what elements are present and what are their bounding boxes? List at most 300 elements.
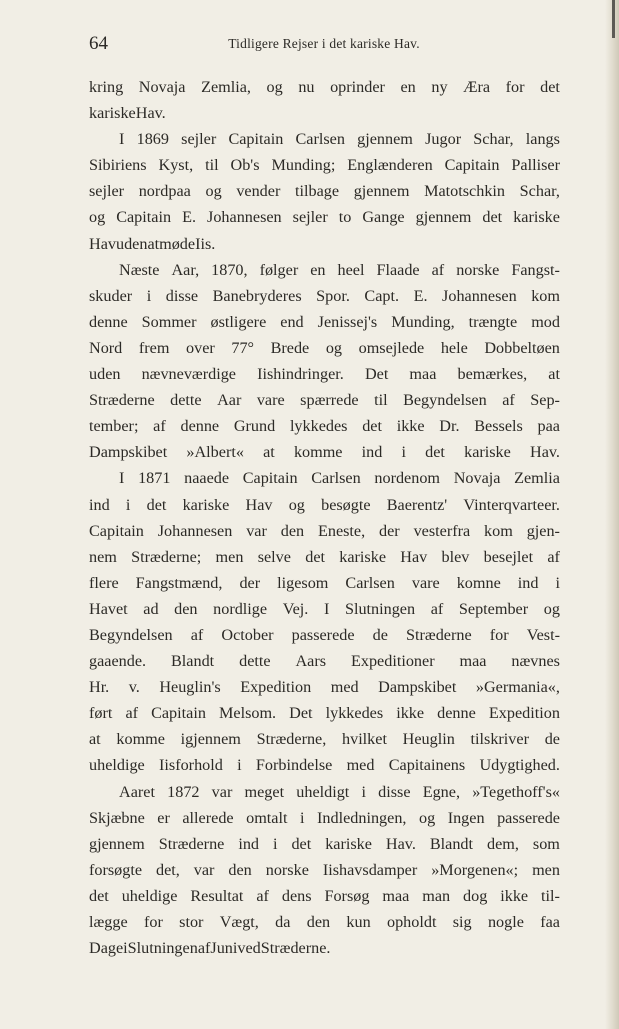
word: Hr.: [89, 678, 110, 697]
word: Jenissej's: [317, 312, 378, 331]
word: denne: [89, 312, 128, 331]
word: omsejlede: [358, 338, 425, 357]
text-line: [89, 231, 560, 257]
word: ved: [237, 939, 261, 958]
text-line: [89, 283, 560, 309]
word: følger: [259, 260, 299, 279]
word: vender: [236, 182, 281, 201]
word: ny: [431, 78, 448, 96]
text-line: [89, 413, 560, 439]
word: kring: [89, 78, 124, 96]
word: af: [431, 260, 445, 279]
word: Kyst,: [158, 156, 194, 175]
word: gjennem: [357, 130, 413, 149]
word: tember;: [89, 417, 139, 436]
word: Zemlia,: [201, 78, 251, 96]
word: sejler: [292, 208, 328, 227]
word: Næste: [119, 260, 160, 279]
word: Det: [364, 365, 389, 384]
word: til: [205, 156, 219, 175]
word: 77°: [231, 338, 255, 357]
word: Eneste,: [317, 521, 366, 540]
text-line: [89, 361, 560, 387]
word: ind: [89, 495, 110, 514]
word: men: [215, 547, 244, 566]
word: det: [482, 208, 503, 227]
word: Jugor: [425, 130, 462, 149]
text-line: [89, 596, 560, 622]
word: Capitain: [89, 521, 144, 540]
word: og: [89, 208, 106, 227]
word: uheldige: [121, 886, 178, 905]
word: og: [205, 182, 222, 201]
word: Iishindringer.: [257, 365, 344, 384]
word: med: [346, 756, 375, 775]
word: og: [419, 808, 436, 827]
word: October: [221, 625, 274, 644]
word: nævnes: [511, 652, 560, 671]
word: Juni: [210, 939, 238, 958]
word: Bessels: [474, 417, 523, 436]
word: østligere: [210, 312, 267, 331]
word: var: [193, 860, 215, 879]
text-line: [89, 779, 560, 805]
word: det: [540, 78, 560, 96]
word: heel: [337, 260, 365, 279]
word: Ingen: [447, 808, 485, 827]
word: igjennem: [180, 730, 241, 749]
word: Iis.: [195, 234, 216, 253]
word: for: [143, 913, 163, 931]
word: Hav: [400, 547, 428, 566]
word: Carlsen: [345, 573, 395, 592]
word: Dr.: [439, 417, 460, 436]
text-line: [89, 831, 560, 857]
word: Capitain: [116, 208, 172, 227]
word: uheldigt: [296, 782, 350, 801]
word: nævneværdige: [141, 365, 236, 384]
word: frem: [138, 338, 170, 357]
word: denne: [180, 417, 220, 436]
text-line: [89, 805, 560, 831]
text-line: [89, 257, 560, 283]
word: Ob's: [230, 156, 260, 175]
word: Capitain: [444, 156, 500, 175]
word: I: [323, 599, 330, 618]
word: komme: [116, 730, 165, 749]
word: Iishavsdamper: [322, 860, 418, 879]
word: Blandt: [171, 652, 215, 671]
word: møde: [159, 234, 196, 253]
word: Schar,: [519, 182, 560, 201]
word: Heuglin's: [159, 678, 221, 697]
text-line: [89, 309, 560, 335]
text-line: [89, 439, 560, 465]
word: kun: [346, 913, 371, 931]
word: forsøgte: [89, 860, 143, 879]
word: lykkedes: [325, 704, 384, 723]
word: 1872: [167, 782, 200, 801]
word: I: [119, 130, 125, 149]
word: som: [532, 834, 560, 853]
word: »Albert«: [186, 443, 244, 462]
word: »Germania«,: [475, 678, 560, 697]
word: i: [300, 808, 305, 827]
word: norske: [265, 860, 309, 879]
word: var: [246, 521, 267, 540]
word: kariske: [182, 495, 230, 514]
word: dens: [281, 886, 312, 905]
text-line: [89, 622, 560, 648]
word: Slutningen: [344, 599, 416, 618]
text-line: [89, 74, 560, 100]
word: Begyndelsen: [403, 391, 487, 410]
word: disse: [378, 782, 411, 801]
word: og: [266, 78, 283, 96]
word: nordenom: [374, 469, 441, 488]
word: sejler: [181, 130, 217, 149]
word: I: [119, 469, 125, 488]
word: 1869: [136, 130, 169, 149]
word: mod: [531, 312, 560, 331]
word: at: [548, 365, 560, 384]
word: opholdt: [386, 913, 437, 931]
word: tilskriver: [470, 730, 529, 749]
word: der: [239, 573, 261, 592]
body-text: [89, 74, 560, 961]
word: Vest-: [526, 625, 560, 644]
text-line: [89, 883, 560, 909]
text-line: [89, 570, 560, 596]
word: Vinterqvarteer.: [463, 495, 560, 514]
word: det: [89, 886, 109, 905]
text-line: [89, 935, 560, 961]
word: til-: [541, 886, 560, 905]
word: det: [305, 547, 325, 566]
word: Melsom.: [219, 704, 277, 723]
word: ikke: [500, 886, 529, 905]
word: Forsøg: [324, 886, 370, 905]
word: allerede: [182, 808, 234, 827]
word: lægge: [89, 913, 128, 931]
word: kariske: [464, 443, 511, 462]
word: Stræderne.: [260, 939, 331, 958]
page-number: 64: [89, 33, 108, 54]
text-line: [89, 126, 560, 152]
word: meget: [244, 782, 285, 801]
word: vare: [256, 391, 285, 410]
word: Zemlia: [514, 469, 560, 488]
word: kom: [531, 286, 560, 305]
text-line: [89, 335, 560, 361]
text-line: [89, 544, 560, 570]
word: nu: [298, 78, 315, 96]
word: Expedition: [240, 678, 312, 697]
word: naaede: [184, 469, 230, 488]
word: det: [425, 443, 445, 462]
word: »Tegethoff's«: [472, 782, 560, 801]
word: der: [379, 521, 400, 540]
word: uden: [89, 365, 121, 384]
word: da: [275, 913, 291, 931]
word: Sommer: [141, 312, 197, 331]
word: i: [125, 495, 131, 514]
word: »Morgenen«;: [431, 860, 519, 879]
word: ligesom: [277, 573, 329, 592]
word: i: [237, 756, 242, 775]
word: Palliser: [511, 156, 560, 175]
word: Sep-: [530, 391, 560, 410]
word: v.: [128, 678, 140, 697]
word: dem,: [487, 834, 519, 853]
word: Brede: [270, 338, 310, 357]
word: 1870,: [211, 260, 248, 279]
word: Hav: [89, 234, 116, 253]
word: maa: [382, 886, 410, 905]
word: September: [458, 599, 529, 618]
text-line: [89, 178, 560, 204]
word: Egne,: [422, 782, 461, 801]
word: selve: [257, 547, 291, 566]
word: paa: [537, 417, 560, 436]
word: kariske: [513, 208, 560, 227]
word: passerede: [291, 625, 355, 644]
text-line: [89, 492, 560, 518]
word: Novaja: [453, 469, 501, 488]
word: i: [555, 573, 560, 592]
page-edge: [605, 0, 619, 1029]
word: E.: [182, 208, 197, 227]
word: men: [532, 860, 560, 879]
word: Hav.: [385, 834, 416, 853]
text-line: [89, 752, 560, 778]
word: Stræderne: [89, 391, 155, 410]
word: denne: [437, 704, 476, 723]
word: maa: [409, 365, 437, 384]
word: ikke: [396, 704, 425, 723]
word: Aars: [295, 652, 327, 671]
word: Dage: [89, 939, 124, 958]
word: blev: [441, 547, 470, 566]
word: ind: [517, 573, 539, 592]
word: sejler: [89, 182, 125, 201]
word: i: [401, 443, 406, 462]
word: Carlsen: [311, 469, 361, 488]
text-line: [89, 204, 560, 230]
word: lykkedes: [289, 417, 348, 436]
word: Udygtighed.: [479, 756, 560, 775]
word: Dobbeltøen: [484, 338, 560, 357]
word: Novaja: [138, 78, 186, 96]
word: den: [306, 913, 331, 931]
word: af: [197, 939, 211, 958]
word: Schar,: [473, 130, 514, 149]
word: Munding,: [391, 312, 455, 331]
word: Stræderne,: [256, 730, 327, 749]
word: disse: [165, 286, 199, 305]
word: Stræderne;: [131, 547, 202, 566]
text-line: [89, 152, 560, 178]
word: Grund: [233, 417, 276, 436]
word: og: [543, 599, 560, 618]
word: Aar,: [171, 260, 200, 279]
word: hele: [440, 338, 468, 357]
word: Englænderen: [347, 156, 433, 175]
word: Expedition: [488, 704, 560, 723]
word: den: [280, 521, 305, 540]
word: Hav.: [530, 443, 560, 462]
text-line: [89, 909, 560, 935]
word: Munding;: [271, 156, 336, 175]
word: det: [291, 834, 312, 853]
word: maa: [459, 652, 487, 671]
word: af: [256, 886, 269, 905]
word: Vægt,: [219, 913, 259, 931]
word: Fangstmænd,: [135, 573, 223, 592]
word: ført: [89, 704, 113, 723]
word: de: [544, 730, 560, 749]
text-line: [89, 465, 560, 491]
word: norske: [456, 260, 500, 279]
text-line: [89, 674, 560, 700]
word: uheldige: [89, 756, 145, 775]
text-line: [89, 518, 560, 544]
word: af: [190, 625, 204, 644]
word: Johannesen: [442, 286, 517, 305]
word: Resultat: [190, 886, 244, 905]
word: nogle: [487, 913, 524, 931]
word: dog: [463, 886, 488, 905]
word: Hav.: [135, 104, 166, 123]
word: vare: [411, 573, 440, 592]
word: Carlsen: [295, 130, 345, 149]
word: over: [186, 338, 215, 357]
word: det: [146, 495, 167, 514]
word: gjen-: [526, 521, 560, 540]
word: kariske: [325, 834, 372, 853]
word: de: [372, 625, 388, 644]
word: man: [422, 886, 451, 905]
word: Dampskibet: [378, 678, 457, 697]
word: langs: [525, 130, 560, 149]
word: ind: [238, 834, 260, 853]
running-head: Tidligere Rejser i det kariske Hav.: [228, 36, 420, 51]
word: Skjæbne: [89, 808, 145, 827]
word: dette: [239, 652, 271, 671]
word: Flaade: [376, 260, 420, 279]
word: Nord: [89, 338, 123, 357]
word: nordpaa: [138, 182, 191, 201]
word: Forbindelse: [255, 756, 333, 775]
word: gjennem: [89, 834, 145, 853]
word: Begyndelsen: [89, 625, 173, 644]
word: var: [211, 782, 233, 801]
word: Vej.: [282, 599, 309, 618]
text-line: [89, 100, 560, 126]
word: en: [310, 260, 326, 279]
word: oprinder: [330, 78, 385, 96]
word: komne: [456, 573, 501, 592]
word: Havet: [89, 599, 128, 618]
word: Johannesen: [157, 521, 233, 540]
text-line: [89, 857, 560, 883]
word: til: [374, 391, 388, 410]
word: Capitain: [242, 469, 298, 488]
word: komme: [293, 443, 343, 462]
word: gjennem: [415, 208, 472, 227]
word: gaaende.: [89, 652, 147, 671]
word: E.: [413, 286, 428, 305]
word: omtalt: [246, 808, 288, 827]
word: nem: [89, 547, 117, 566]
word: af: [153, 417, 166, 436]
word: Baerentz': [386, 495, 448, 514]
word: gjennem: [353, 182, 410, 201]
word: Capitainens: [388, 756, 466, 775]
word: i: [123, 939, 128, 958]
word: flere: [89, 573, 119, 592]
word: det,: [156, 860, 180, 879]
word: faa: [540, 913, 560, 931]
word: to: [338, 208, 352, 227]
text-line: [89, 700, 560, 726]
word: for: [489, 625, 509, 644]
word: Johannesen: [207, 208, 282, 227]
word: Dampskibet: [89, 443, 168, 462]
word: Fangst-: [511, 260, 560, 279]
word: og: [325, 338, 343, 357]
word: Capitain: [151, 704, 206, 723]
word: Banebryderes: [212, 286, 302, 305]
word: stor: [179, 913, 204, 931]
word: 1871: [138, 469, 171, 488]
word: Capitain: [228, 130, 284, 149]
word: at: [89, 730, 101, 749]
word: i: [146, 286, 152, 305]
word: er: [157, 808, 170, 827]
word: af: [547, 547, 560, 566]
word: Expeditioner: [350, 652, 435, 671]
word: Capt.: [364, 286, 400, 305]
word: Æra: [463, 78, 491, 96]
word: hvilket: [342, 730, 387, 749]
word: Aar: [217, 391, 242, 410]
word: med: [330, 678, 359, 697]
word: i: [361, 782, 366, 801]
word: tilbage: [295, 182, 340, 201]
word: dette: [170, 391, 202, 410]
word: end: [280, 312, 304, 331]
word: Indledningen,: [317, 808, 407, 827]
word: Det: [289, 704, 313, 723]
text-line: [89, 648, 560, 674]
word: Stræderne: [406, 625, 472, 644]
word: ad: [143, 599, 159, 618]
word: den: [174, 599, 198, 618]
word: Matotschkin: [424, 182, 506, 201]
word: spærrede: [300, 391, 359, 410]
word: i: [272, 834, 278, 853]
word: kom: [484, 521, 513, 540]
text-line: [89, 726, 560, 752]
word: vesterfra: [413, 521, 471, 540]
word: Hav: [245, 495, 273, 514]
word: Aaret: [119, 782, 155, 801]
word: kariske: [89, 104, 136, 123]
word: Spor.: [316, 286, 350, 305]
word: Sibiriens: [89, 156, 147, 175]
word: det: [362, 417, 382, 436]
